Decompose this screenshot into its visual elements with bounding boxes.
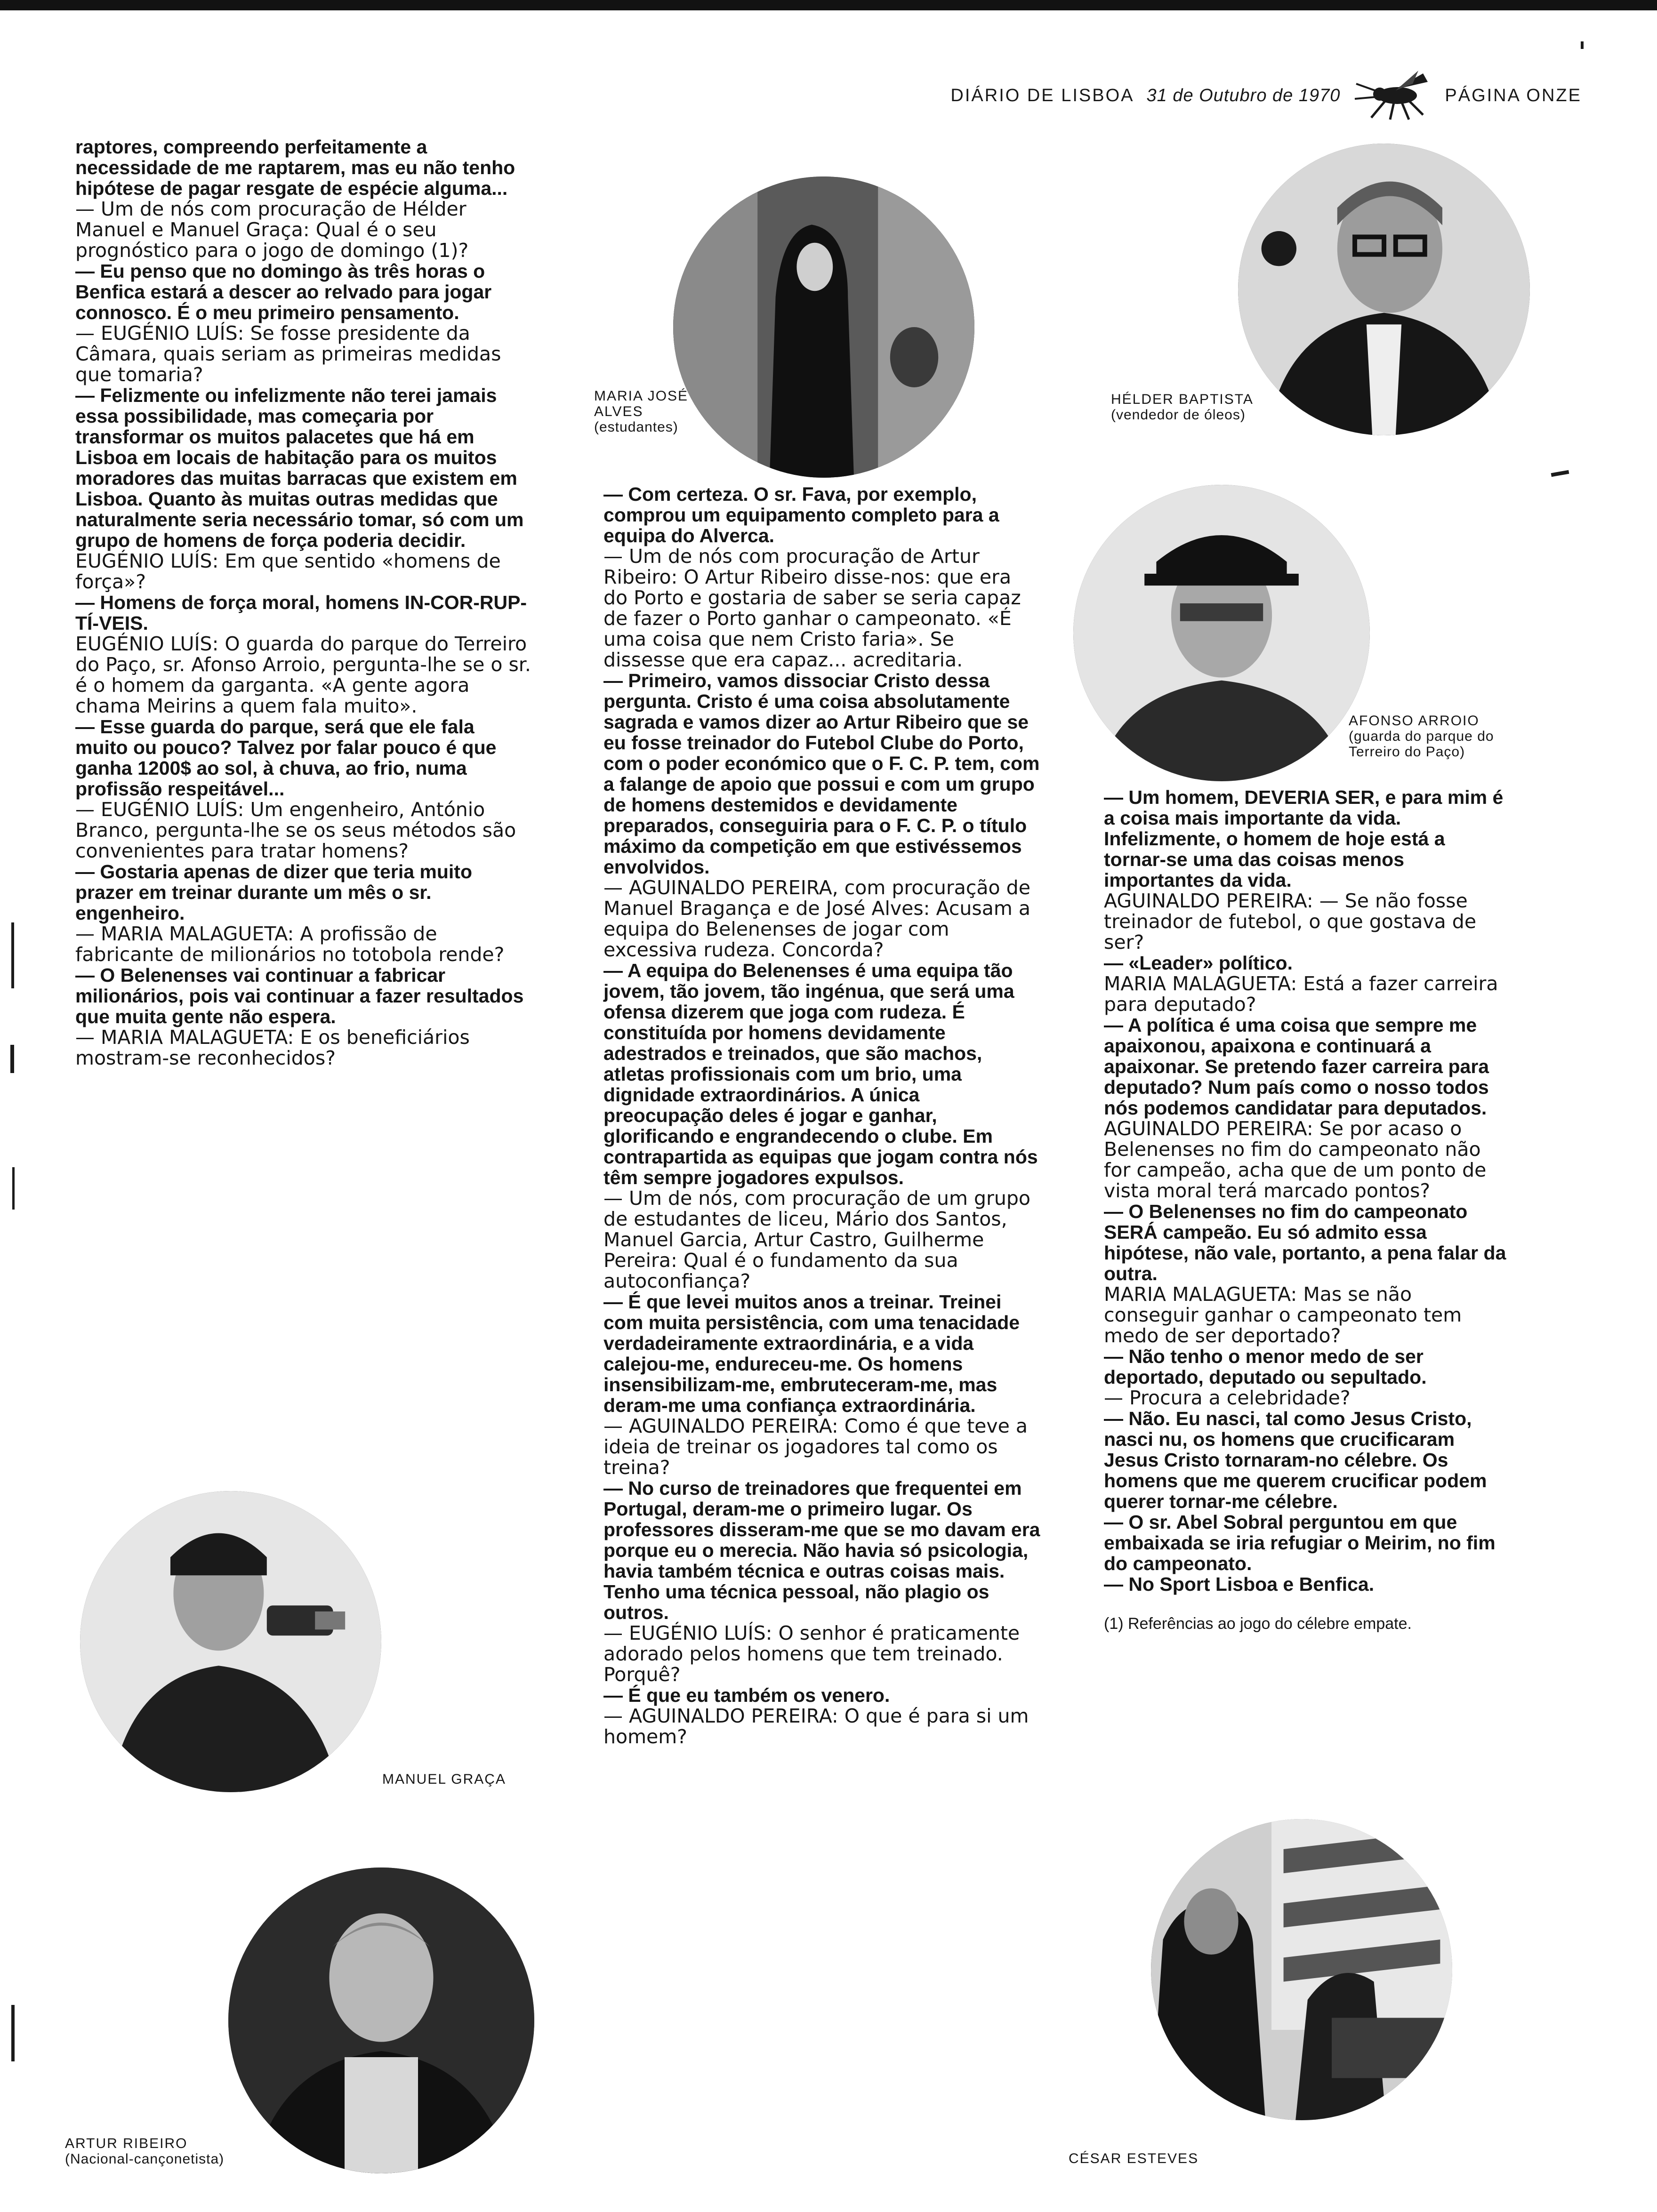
portrait-photo-artur-ribeiro xyxy=(228,1867,534,2173)
answer-paragraph: — Gostaria apenas de dizer que teria muito prazer em treinar durante um mês o sr. engenheiro. xyxy=(75,861,473,924)
portrait-photo-afonso-arroio xyxy=(1073,485,1370,781)
caption-manuel-graca xyxy=(382,1771,523,1787)
question-paragraph: — EUGÉNIO LUÍS: O senhor é praticamente adorado pelos homens que tem treinado. Porquê? xyxy=(603,1622,1020,1686)
caption-afonso-arroio xyxy=(1349,713,1518,760)
question-paragraph: — Um de nós com procuração de Artur Ribeiro: O Artur Ribeiro disse-nos: que era do Porto e gostaria de saber se seria capaz de fazer o Porto ganhar o campeonato. «É uma coisa que nem Cristo faria». Se dissesse que era capaz... acreditaria. xyxy=(603,545,1021,671)
question-paragraph: — MARIA MALAGUETA: A profissão de fabricante de milionários no totobola rende? xyxy=(75,922,505,966)
question-paragraph: MARIA MALAGUETA: Mas se não conseguir ganhar o campeonato tem medo de ser deportado? xyxy=(1104,1283,1462,1347)
answer-paragraph: — Primeiro, vamos dissociar Cristo dessa pergunta. Cristo é uma coisa absolutamente sagrada e vamos dizer ao Artur Ribeiro que se eu fosse treinador do Futebol Clube do Porto, com o poder económico que o F. C. P. tem, com a falange de apoio que possui e com um grupo de homens destemidos e devidamente preparados, conseguiria para o F. C. P. o título máximo da competição em que estivéssemos envolvidos. xyxy=(603,670,1040,878)
question-paragraph: — MARIA MALAGUETA: E os beneficiários mostram-se reconhecidos? xyxy=(75,1026,470,1069)
answer-paragraph: — O Belenenses no fim do campeonato SERÁ campeão. Eu só admito essa hipótese, não vale, portanto, a pena falar da outra. xyxy=(1104,1201,1506,1284)
caption-artur-ribeiro xyxy=(65,2136,263,2167)
text-column-3 xyxy=(1104,787,1509,1634)
page-number: PÁGINA ONZE xyxy=(1445,85,1582,105)
answer-paragraph: — O sr. Abel Sobral perguntou em que embaixada se iria refugiar o Meirim, no fim do campeonato. xyxy=(1104,1511,1496,1574)
portrait-photo-maria-jose-alves xyxy=(673,176,974,478)
answer-paragraph: — Um homem, DEVERIA SER, e para mim é a coisa mais importante da vida. Infelizmente, o homem de hoje está a tornar-se uma das coisas menos importantes da vida. xyxy=(1104,786,1504,891)
caption-name: ARTUR RIBEIRO xyxy=(65,2136,188,2151)
answer-paragraph: — No curso de treinadores que frequentei em Portugal, deram-me o primeiro lugar. Os professores disseram-me que se mo davam era porque eu o merecia. Não havia só psicologia, havia também técnica e outras coisas mais. Tenho uma técnica pessoal, não plagio os outros. xyxy=(603,1477,1040,1623)
answer-paragraph: — «Leader» político. xyxy=(1104,952,1293,974)
text-column-1 xyxy=(75,136,532,1068)
question-paragraph: — AGUINALDO PEREIRA, com procuração de Manuel Bragança e de José Alves: Acusam a equipa do Belenenses de jogar com excessiva rudeza. Concorda? xyxy=(603,876,1030,961)
portrait-photo-manuel-graca xyxy=(80,1491,381,1792)
page-header xyxy=(950,70,1582,121)
portrait-photo-cesar-esteves xyxy=(1151,1819,1452,2120)
question-paragraph: — EUGÉNIO LUÍS: Se fosse presidente da Câmara, quais seriam as primeiras medidas que tomaria? xyxy=(75,322,501,386)
answer-paragraph: — Homens de força moral, homens IN-COR-RUP-TÍ-VEIS. xyxy=(75,592,527,634)
answer-paragraph: — Eu penso que no domingo às três horas o Benfica estará a descer ao relvado para jogar connosco. É o meu primeiro pensamento. xyxy=(75,260,492,323)
caption-maria-jose-alves xyxy=(594,388,702,435)
question-paragraph: — Um de nós, com procuração de um grupo de estudantes de liceu, Mário dos Santos, Manuel Garcia, Artur Castro, Guilherme Pereira: Qual é o fundamento da sua autoconfiança? xyxy=(603,1187,1030,1292)
question-paragraph: EUGÉNIO LUÍS: O guarda do parque do Terreiro do Paço, sr. Afonso Arroio, pergunta-lhe se o sr. é o homem da garganta. «A gente agora chama Meirins a quem fala muito». xyxy=(75,633,531,717)
question-paragraph: — Procura a celebridade? xyxy=(1104,1387,1351,1409)
answer-paragraph: — É que levei muitos anos a treinar. Treinei com muita persistência, com uma tenacidade verdadeiramente extraordinária, e a vida calejou-me, endureceu-me. Os homens insensibilizam-me, embruteceram-me, mas deram-me uma confiança extraordinária. xyxy=(603,1291,1020,1416)
question-paragraph: — AGUINALDO PEREIRA: O que é para si um homem? xyxy=(603,1705,1029,1748)
caption-name: HÉLDER BAPTISTA xyxy=(1111,392,1254,407)
question-paragraph: — Um de nós com procuração de Hélder Manuel e Manuel Graça: Qual é o seu prognóstico para o jogo de domingo (1)? xyxy=(75,198,469,262)
question-paragraph: AGUINALDO PEREIRA: — Se não fosse treinador de futebol, o que gostava de ser? xyxy=(1104,890,1477,954)
caption-role: (guarda do parque do Terreiro do Paço) xyxy=(1349,729,1494,760)
footnote: (1) Referências ao jogo do célebre empate. xyxy=(1104,1615,1412,1633)
caption-name: MANUEL GRAÇA xyxy=(382,1771,506,1787)
answer-paragraph: — Com certeza. O sr. Fava, por exemplo, comprou um equipamento completo para a equipa do Alverca. xyxy=(603,483,999,546)
answer-paragraph: — O Belenenses vai continuar a fabricar milionários, pois vai continuar a fazer resultados que muita gente não espera. xyxy=(75,964,524,1027)
text-column-2 xyxy=(603,484,1041,1747)
answer-paragraph: — É que eu também os venero. xyxy=(603,1684,890,1706)
print-speck xyxy=(1551,470,1569,477)
top-rule xyxy=(0,0,1657,10)
caption-role: (estudantes) xyxy=(594,419,678,435)
caption-name: CÉSAR ESTEVES xyxy=(1069,2151,1199,2166)
newspaper-name: DIÁRIO DE LISBOA xyxy=(950,85,1134,105)
question-paragraph: — AGUINALDO PEREIRA: Como é que teve a ideia de treinar os jogadores tal como os treina? xyxy=(603,1415,1028,1479)
answer-paragraph: — A política é uma coisa que sempre me apaixonou, apaixona e continuará a apaixonar. Se pretendo fazer carreira para deputado? Num país como o nosso todos nós podemos candidatar para deputados. xyxy=(1104,1014,1489,1119)
question-paragraph: EUGÉNIO LUÍS: Em que sentido «homens de força»? xyxy=(75,550,501,593)
answer-paragraph: — Não. Eu nasci, tal como Jesus Cristo, nasci nu, os homens que crucificaram Jesus Cristo tornaram-no célebre. Os homens que me querem crucificar podem querer tornar-me célebre. xyxy=(1104,1408,1487,1512)
answer-paragraph: — Esse guarda do parque, será que ele fala muito ou pouco? Talvez por falar pouco é que ganha 1200$ ao sol, à chuva, ao frio, numa profissão respeitável... xyxy=(75,716,497,800)
answer-paragraph: — No Sport Lisboa e Benfica. xyxy=(1104,1573,1375,1595)
caption-cesar-esteves xyxy=(1069,2151,1219,2166)
answer-paragraph: — A equipa do Belenenses é uma equipa tão jovem, tão jovem, tão ingénua, que será uma ofensa dizerem que joga com rudeza. É constituída por homens devidamente adestrados e treinados, que são machos, atletas profissionais com um brio, uma dignidade extraordinários. A única preocupação deles é jogar e ganhar, glorificando e engrandecendo o clube. Em contrapartida as equipas que jogam contra nós têm sempre jogadores expulsos. xyxy=(603,960,1038,1188)
answer-paragraph: — Não tenho o menor medo de ser deportado, deputado ou sepultado. xyxy=(1104,1346,1427,1388)
answer-paragraph: raptores, compreendo perfeitamente a necessidade de me raptarem, mas eu não tenho hipótese de pagar resgate de espécie alguma... xyxy=(75,136,515,199)
caption-name: MARIA JOSÉ ALVES xyxy=(594,388,689,419)
print-speck xyxy=(1581,41,1584,49)
caption-role: (vendedor de óleos) xyxy=(1111,407,1246,423)
question-paragraph: AGUINALDO PEREIRA: Se por acaso o Belenenses no fim do campeonato não for campeão, acha que de um ponto de vista moral terá marcado pontos? xyxy=(1104,1117,1487,1202)
issue-date: 31 de Outubro de 1970 xyxy=(1146,85,1341,105)
answer-paragraph: — Felizmente ou infelizmente não terei jamais essa possibilidade, mas começaria por transformar os muitos palacetes que há em Lisboa em locais de habitação para os muitos moradores das muitas barracas que existem em Lisboa. Quanto às muitas outras medidas que naturalmente seria necessário tomar, só com um grupo de homens de força poderia decidir. xyxy=(75,385,524,551)
left-margin-print-marks xyxy=(8,922,19,2193)
question-paragraph: — EUGÉNIO LUÍS: Um engenheiro, António Branco, pergunta-lhe se os seus métodos são convenientes para tratar homens? xyxy=(75,798,516,862)
caption-name: AFONSO ARROIO xyxy=(1349,713,1480,729)
fly-emblem-icon xyxy=(1352,70,1432,121)
caption-helder-baptista xyxy=(1111,392,1299,423)
question-paragraph: MARIA MALAGUETA: Está a fazer carreira para deputado? xyxy=(1104,972,1498,1016)
caption-role: (Nacional-cançonetista) xyxy=(65,2151,225,2167)
